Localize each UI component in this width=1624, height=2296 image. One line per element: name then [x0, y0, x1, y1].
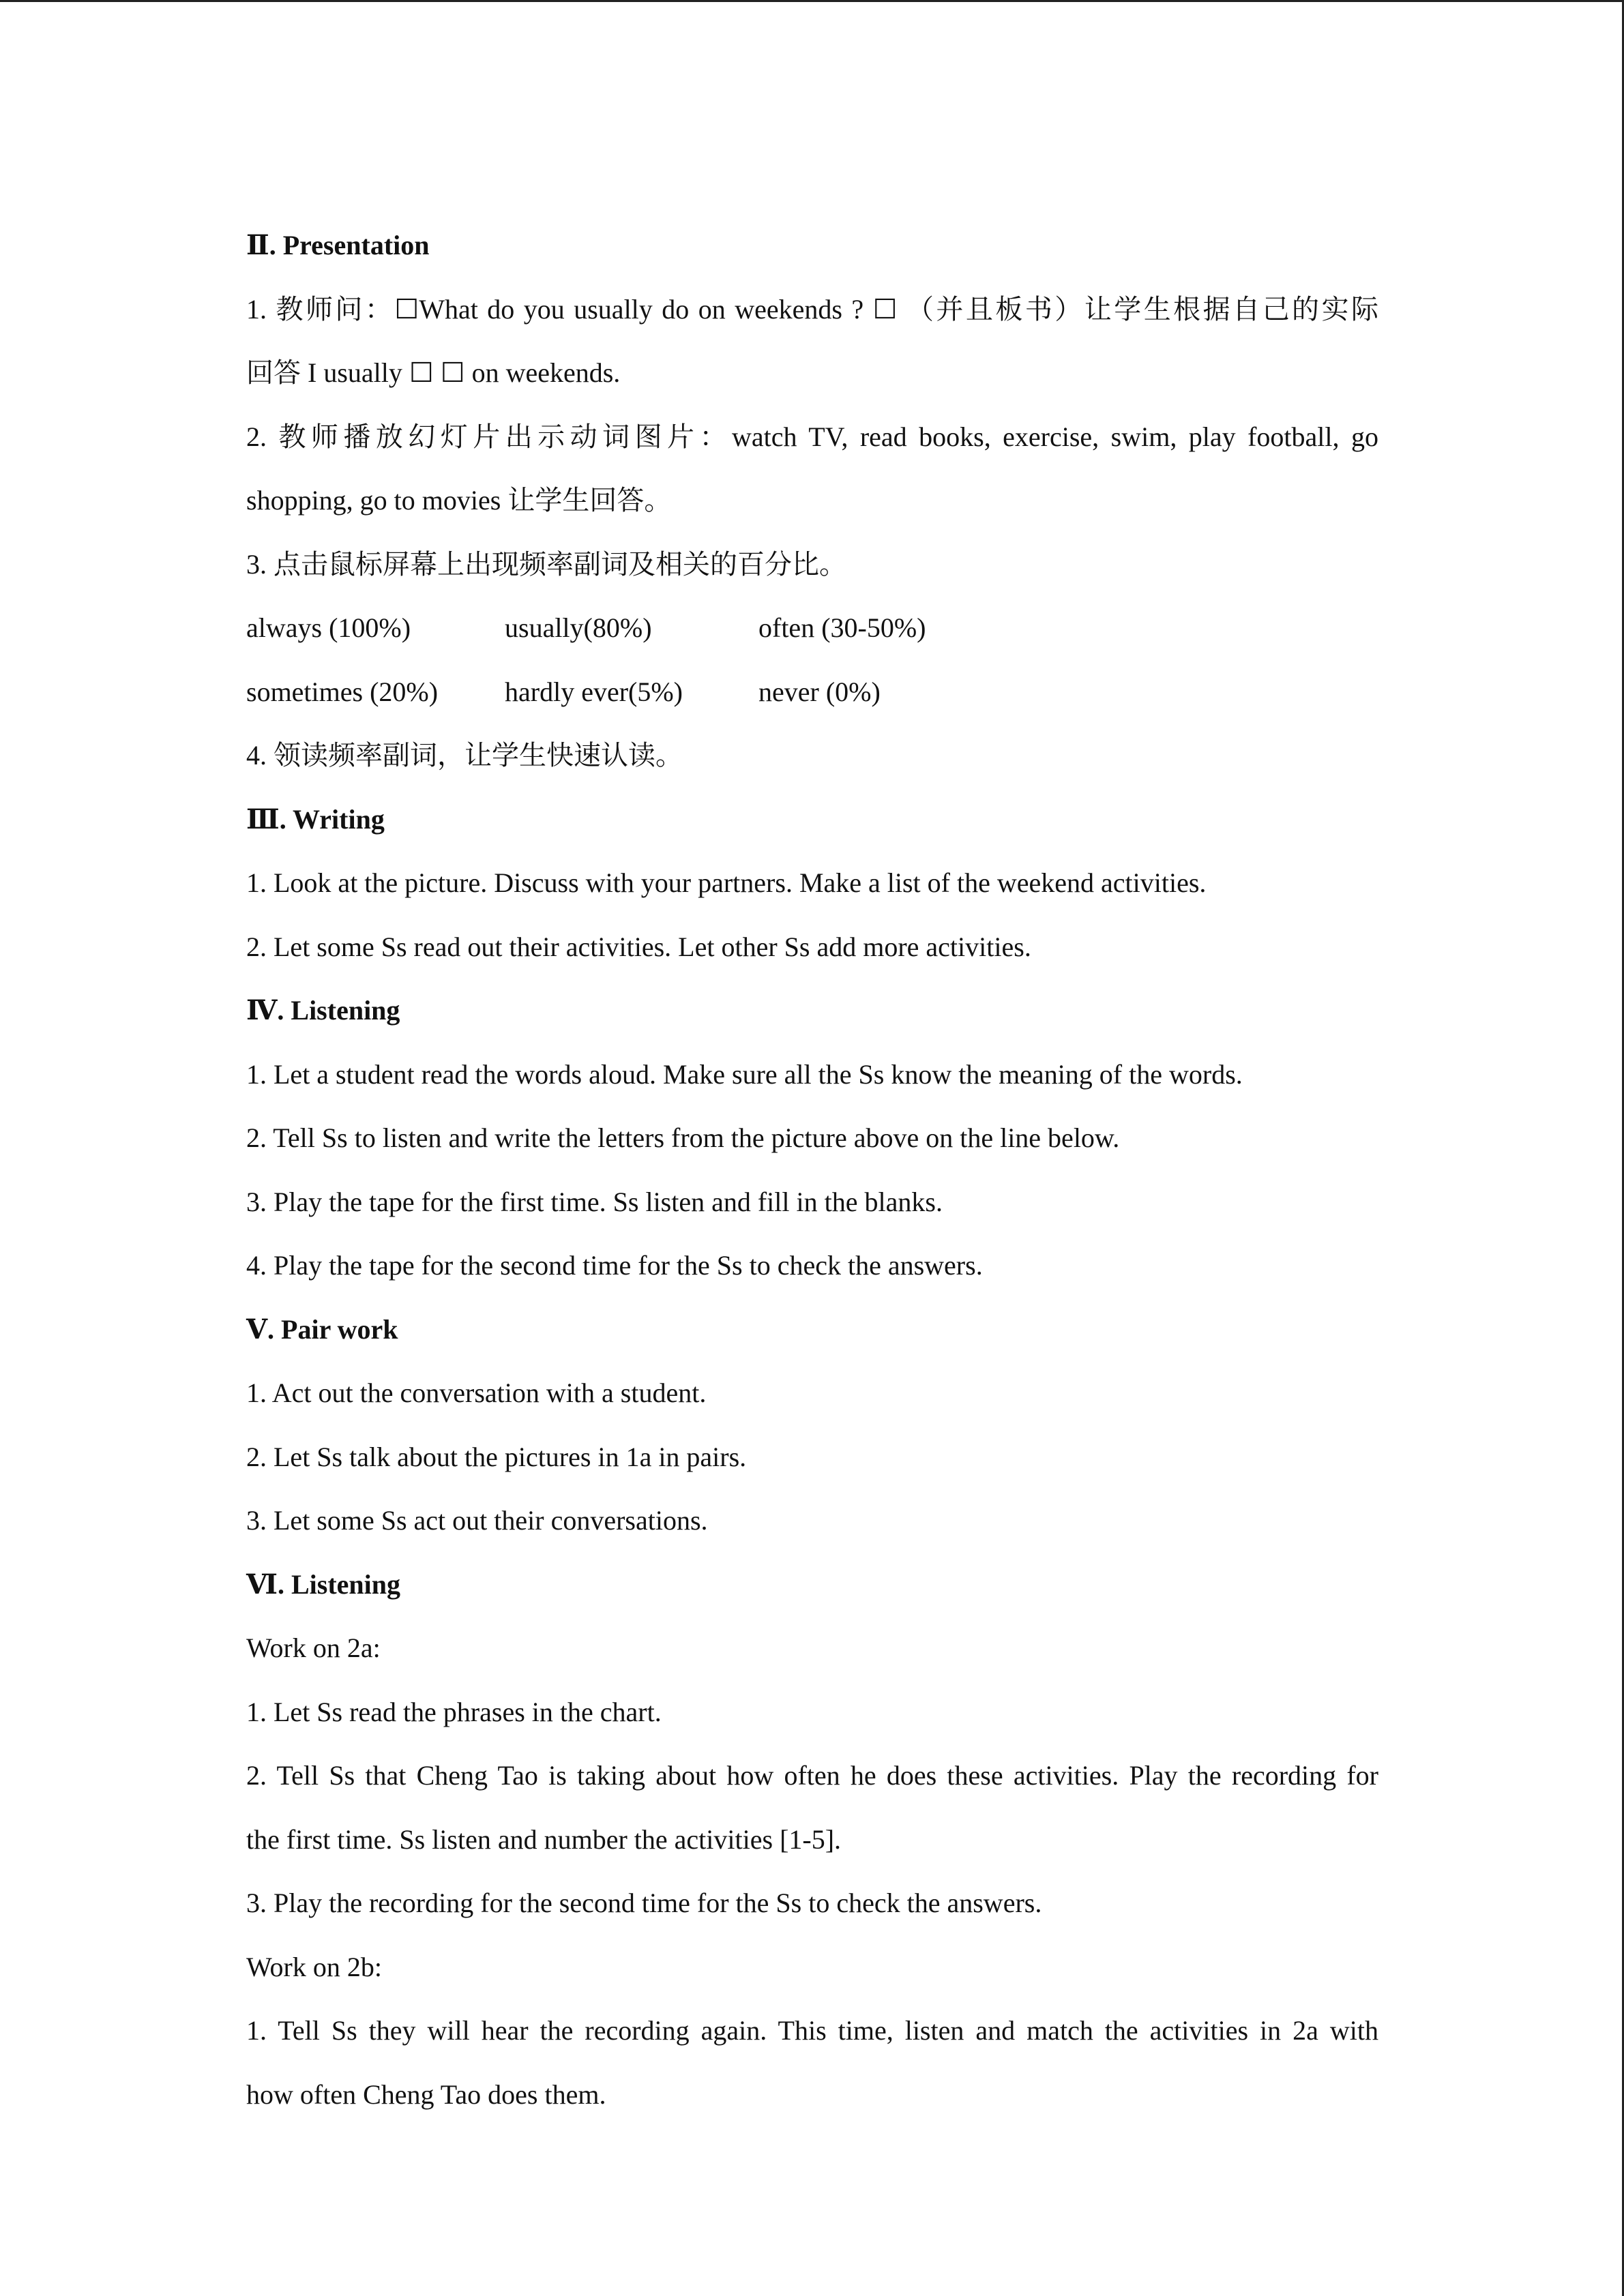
- frequency-term: always (100%): [246, 612, 411, 643]
- paragraph-line: the first time. Ss listen and number the activities [1-5].: [246, 1823, 842, 1855]
- paragraph-line: 3. Play the recording for the second time for the Ss to check the answers.: [246, 1888, 1042, 1918]
- paragraph-line: 3. Let some Ss act out their conversations.: [246, 1505, 708, 1536]
- paragraph-line: 1. Look at the picture. Discuss with your partners. Make a list of the weekend activities.: [246, 867, 1207, 898]
- paragraph-line: 2. Tell Ss to listen and write the letters from the picture above on the line below.: [246, 1122, 1120, 1153]
- frequency-row: [246, 596, 1378, 660]
- paragraph-line: 回答 I usually ☐ ☐ on weekends.: [246, 357, 621, 388]
- frequency-term: never (0%): [758, 676, 881, 707]
- paragraph-line: 3. 点击鼠标屏幕上出现频率副词及相关的百分比。: [246, 548, 846, 580]
- subheading-line: Work on 2b:: [246, 1951, 382, 1982]
- subheading-line: Work on 2a:: [246, 1632, 381, 1663]
- frequency-term: hardly ever(5%): [505, 676, 683, 707]
- frequency-row: [246, 660, 1378, 724]
- lesson-plan-body: [246, 213, 1378, 2126]
- paragraph-line: 4. Play the tape for the second time for the Ss to check the answers.: [246, 1250, 983, 1281]
- section-heading-writing: Ⅲ. Writing: [246, 803, 385, 835]
- paragraph-line: 1. Act out the conversation with a student.: [246, 1377, 707, 1408]
- section-heading-pair-work: Ⅴ. Pair work: [246, 1313, 398, 1345]
- section-heading-listening-2: Ⅵ. Listening: [246, 1568, 401, 1600]
- paragraph-line: 3. Play the tape for the first time. Ss listen and fill in the blanks.: [246, 1186, 943, 1217]
- section-heading-presentation: Ⅱ. Presentation: [246, 230, 430, 260]
- paragraph-line: 1. 教师问：☐What do you usually do on weekends ? ☐ （并且板书）让学生根据自己的实际: [246, 293, 1378, 325]
- paragraph-line: 1. Tell Ss they will hear the recording again. This time, listen and match the activities in 2a with: [246, 2015, 1378, 2046]
- paragraph-line: shopping, go to movies 让学生回答。: [246, 485, 672, 516]
- paragraph-line: 2. Tell Ss that Cheng Tao is taking about how often he does these activities. Play the recording for: [246, 1760, 1378, 1791]
- paragraph-line: 2. Let Ss talk about the pictures in 1a in pairs.: [246, 1441, 747, 1472]
- frequency-term: sometimes (20%): [246, 676, 439, 707]
- paragraph-line: 2. Let some Ss read out their activities. Let other Ss add more activities.: [246, 931, 1031, 962]
- paragraph-line: 1. Let Ss read the phrases in the chart.: [246, 1696, 662, 1727]
- frequency-term: usually(80%): [505, 612, 652, 643]
- section-heading-listening: Ⅳ. Listening: [246, 995, 400, 1026]
- paragraph-line: 4. 领读频率副词，让学生快速认读。: [246, 740, 683, 771]
- paragraph-line: 2. 教师播放幻灯片出示动词图片：watch TV, read books, exercise, swim, play football, go: [246, 421, 1378, 452]
- paragraph-line: how often Cheng Tao does them.: [246, 2078, 606, 2110]
- paragraph-line: 1. Let a student read the words aloud. Make sure all the Ss know the meaning of the words.: [246, 1058, 1243, 1090]
- frequency-term: often (30-50%): [758, 612, 926, 643]
